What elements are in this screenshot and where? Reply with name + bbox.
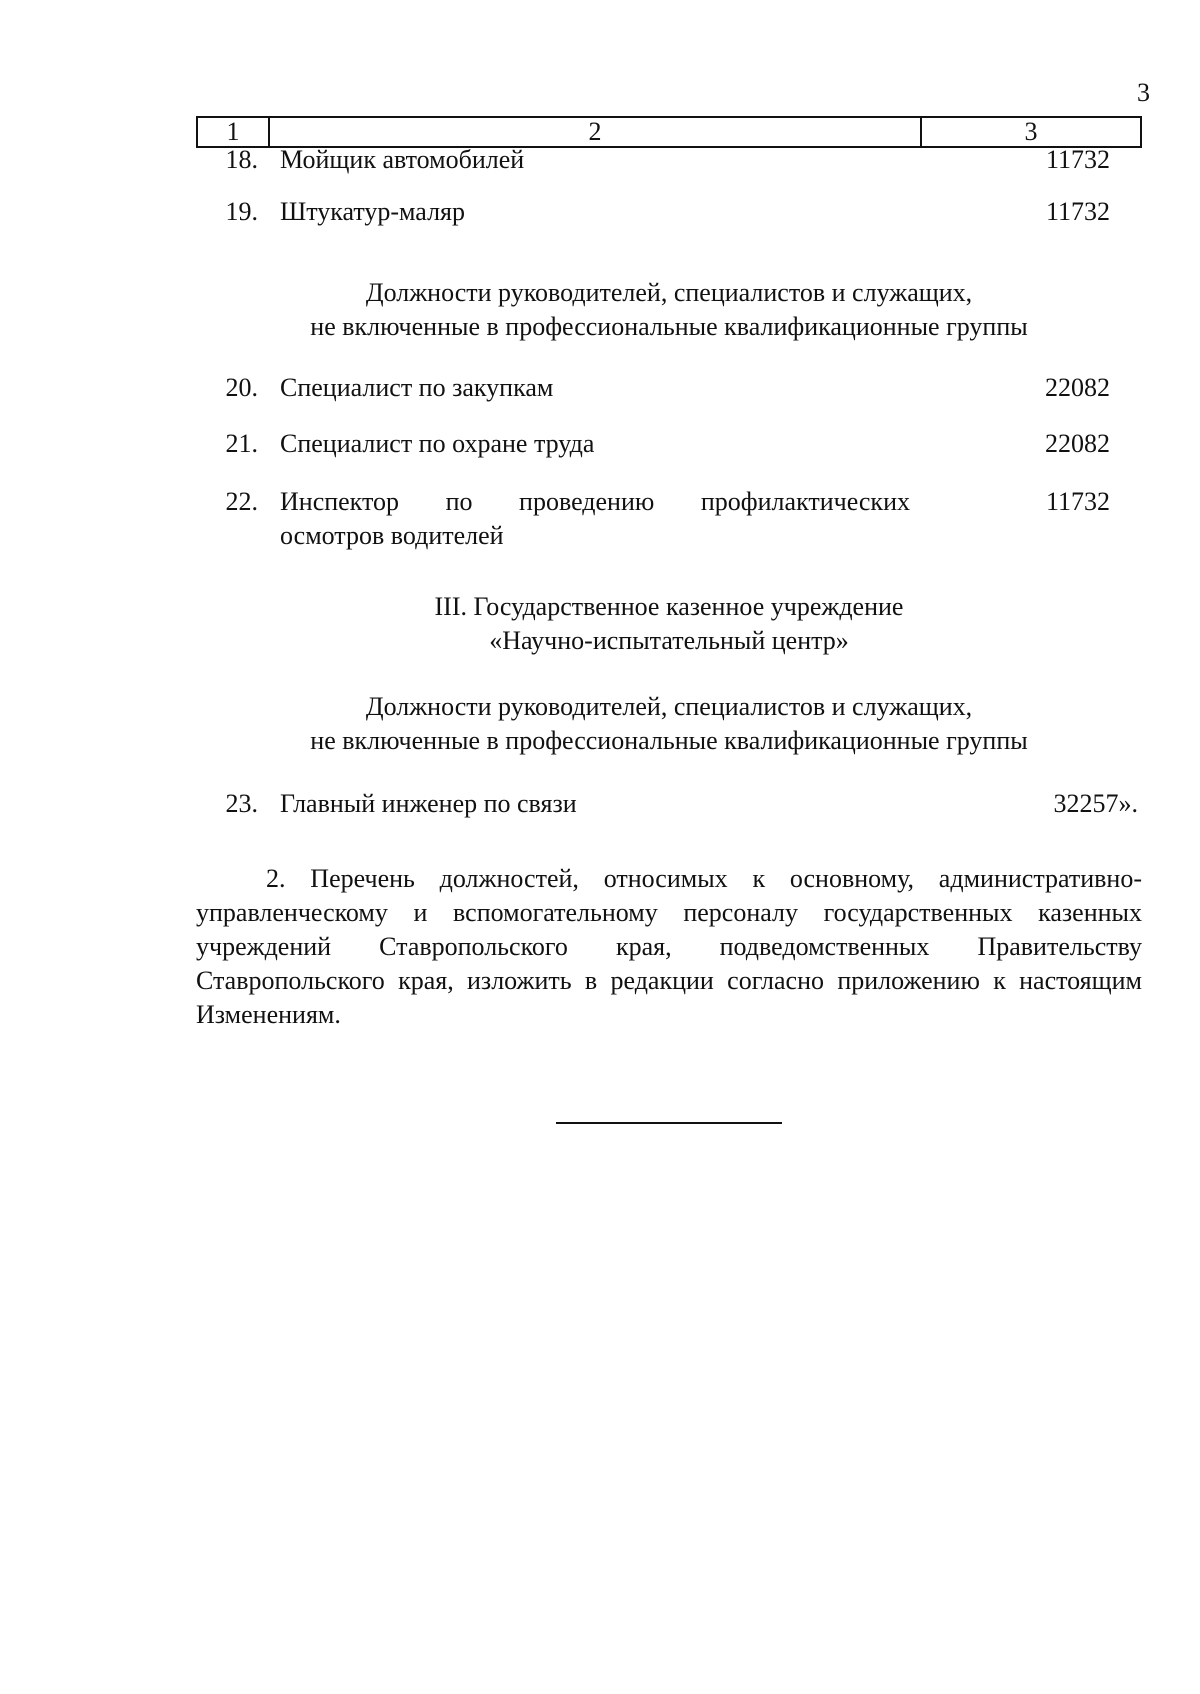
table-header-col-1: 1 (198, 118, 270, 146)
title-word: по (445, 487, 473, 516)
institution-heading-line-2: «Научно-испытательный центр» (489, 626, 849, 655)
closing-divider-line (556, 1122, 782, 1124)
table-header-col-3: 3 (1024, 117, 1038, 146)
row-title: Главный инженер по связи (280, 789, 577, 818)
category-heading-line-2: не включенные в профессиональные квалификационные группы (310, 726, 1028, 755)
row-code: 11732 (1045, 487, 1110, 516)
row-number: 23. (225, 789, 258, 818)
row-code: 22082 (1045, 429, 1110, 458)
row-title: Штукатур-маляр (280, 197, 466, 226)
title-word: проведению (519, 487, 655, 516)
category-heading (196, 690, 1142, 758)
row-title: Специалист по закупкам (280, 373, 554, 402)
category-heading (196, 276, 1142, 344)
row-number: 18. (225, 145, 258, 174)
page-number: 3 (1137, 78, 1150, 107)
row-code: 32257». (1053, 789, 1138, 818)
row-code: 11732 (1045, 197, 1110, 226)
body-paragraph: 2. Перечень должностей, относимых к основному, административно-управленческому и вспомогательному персоналу государственных казенных учреждений Ставропольского края, подведомственных Правительству Ставропольского края, изложить в редакции согласно приложению к настоящим Изменениям. (196, 864, 1142, 1029)
category-heading-line-1: Должности руководителей, специалистов и служащих, (365, 278, 973, 307)
category-heading-line-1: Должности руководителей, специалистов и служащих, (365, 692, 973, 721)
row-number: 20. (225, 373, 258, 402)
row-number: 22. (225, 487, 258, 516)
row-code: 11732 (1045, 145, 1110, 174)
row-code: 22082 (1045, 373, 1110, 402)
row-number: 19. (225, 197, 258, 226)
title-word: Инспектор (280, 487, 399, 516)
table-header-col-2: 2 (270, 118, 922, 146)
row-number: 21. (225, 429, 258, 458)
institution-heading-line-1: III. Государственное казенное учреждение (434, 592, 904, 621)
row-title: Специалист по охране труда (280, 429, 595, 458)
institution-heading (196, 590, 1142, 658)
category-heading-line-2: не включенные в профессиональные квалификационные группы (310, 312, 1028, 341)
row-title: Мойщик автомобилей (280, 145, 525, 174)
title-word: профилактических (700, 487, 910, 516)
row-title-line-1 (280, 486, 910, 518)
row-title-line-2: осмотров водителей (280, 521, 504, 550)
